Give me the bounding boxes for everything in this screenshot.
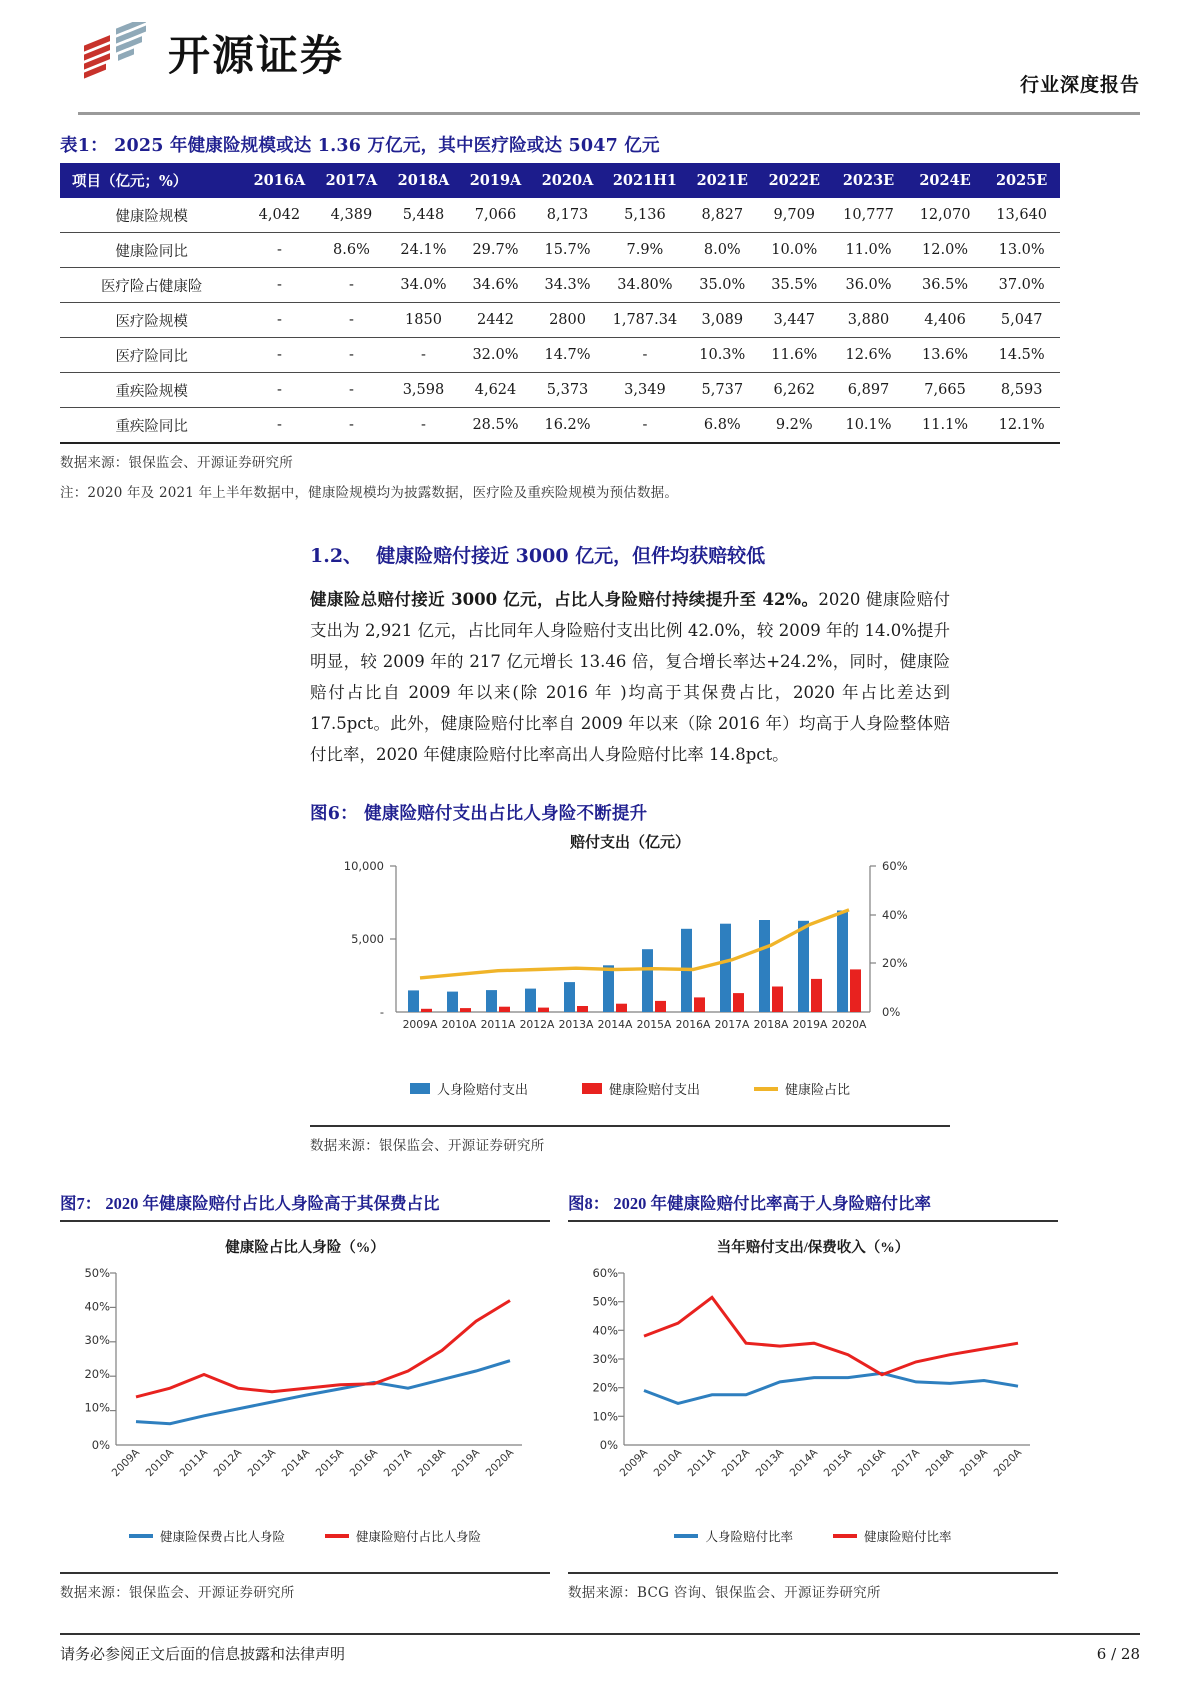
row-label: 健康险同比	[60, 233, 243, 268]
section-title: 健康险赔付接近 3000 亿元，但件均获赔较低	[376, 545, 766, 567]
cell: 34.6%	[459, 268, 531, 303]
cell: 36.0%	[830, 268, 907, 303]
legend-label: 健康险赔付比率	[864, 1530, 952, 1544]
table-row	[60, 303, 1060, 338]
svg-text:2009A: 2009A	[109, 1446, 143, 1480]
table-row	[60, 408, 1060, 444]
cell: 13.0%	[983, 233, 1060, 268]
table1-note: 注：2020 年及 2021 年上半年数据中，健康险规模均为披露数据，医疗险及重疾险规模为预估数据。	[60, 485, 679, 501]
cell: 2800	[532, 303, 604, 338]
line-health-share	[420, 910, 849, 978]
cell: 6,262	[758, 373, 830, 408]
cell: -	[243, 233, 315, 268]
cell: 10,777	[830, 198, 907, 233]
svg-text:2013A: 2013A	[245, 1446, 279, 1480]
svg-text:2010A: 2010A	[441, 1018, 477, 1031]
header-divider	[78, 112, 1140, 115]
svg-text:50%: 50%	[592, 1294, 618, 1309]
figure7-title: 图7： 2020 年健康险赔付占比人身险高于其保费占比	[60, 1194, 440, 1213]
figure7-legend	[60, 1527, 550, 1545]
col-head-4: 2019A	[459, 163, 531, 198]
cell: -	[604, 338, 687, 373]
table-row	[60, 373, 1060, 408]
cell: -	[604, 408, 687, 444]
cell: 2442	[459, 303, 531, 338]
table-row	[60, 198, 1060, 233]
legend-item	[325, 1527, 481, 1545]
line-health-claim-ratio	[644, 1297, 1018, 1374]
figure8-chart-title: 当年赔付支出/保费收入（%）	[716, 1240, 910, 1256]
svg-text:2016A: 2016A	[347, 1446, 381, 1480]
y-tick-right: 60%	[882, 859, 908, 873]
figure8-chart	[568, 1236, 1058, 1566]
cell: 24.1%	[387, 233, 459, 268]
cell: 3,089	[686, 303, 758, 338]
row-label: 重疾险同比	[60, 408, 243, 444]
figures-7-8-row	[60, 1190, 1140, 1601]
y-tick-left: -	[379, 1005, 384, 1019]
cell: 9,709	[758, 198, 830, 233]
svg-text:20%: 20%	[84, 1366, 110, 1381]
row-label: 重疾险规模	[60, 373, 243, 408]
line-life-claim-ratio	[644, 1373, 1018, 1403]
cell: 35.0%	[686, 268, 758, 303]
figure8-source: 数据来源：BCG 咨询、银保监会、开源证券研究所	[568, 1572, 1058, 1601]
table1-title: 表1： 2025 年健康险规模或达 1.36 万亿元，其中医疗险或达 5047 亿元	[60, 136, 660, 156]
cell: -	[243, 338, 315, 373]
svg-text:30%: 30%	[592, 1352, 618, 1366]
col-head-6: 2021H1	[604, 163, 687, 198]
cell: -	[315, 373, 387, 408]
cell: 3,880	[830, 303, 907, 338]
svg-text:2014A: 2014A	[597, 1018, 633, 1031]
footer-page-number: 6 / 28	[1096, 1644, 1140, 1663]
y-axis-ticks	[84, 1266, 110, 1452]
svg-text:2020A: 2020A	[831, 1018, 867, 1031]
svg-text:2012A: 2012A	[519, 1018, 555, 1031]
brand	[78, 22, 344, 84]
x-axis-labels	[403, 1018, 867, 1031]
cell: 12.0%	[907, 233, 984, 268]
cell: 13.6%	[907, 338, 984, 373]
cell: 15.7%	[532, 233, 604, 268]
cell: 12.1%	[983, 408, 1060, 444]
legend-label: 健康险赔付支出	[608, 1083, 700, 1098]
svg-text:2011A: 2011A	[177, 1446, 211, 1480]
paragraph-lead: 健康险总赔付接近 3000 亿元，占比人身险赔付持续提升至 42%。	[310, 590, 819, 609]
paragraph-body: 2020 健康险赔付支出为 2,921 亿元，占比同年人身险赔付支出比例 42.0%，较 2009 年的 14.0%提升明显，较 2009 年的 217 亿元增长 13.46 倍，复合增长率达+24.2%，同时，健康险赔付占比自 2009 年以来(除 2016 年 )均高于其保费占比，2020 年占比差达到 17.5pct。此外，健康险赔付比率自 2009 年以来（除 2016 年）均高于人身险整体赔付比率，2020 年健康险赔付比率高出人身险赔付比率 14.8pct。	[310, 590, 950, 764]
svg-text:2017A: 2017A	[381, 1446, 415, 1480]
svg-text:60%: 60%	[592, 1266, 618, 1280]
cell: 7,066	[459, 198, 531, 233]
svg-text:2014A: 2014A	[787, 1446, 821, 1480]
cell: 7,665	[907, 373, 984, 408]
svg-text:2010A: 2010A	[651, 1446, 685, 1480]
cell: 12.6%	[830, 338, 907, 373]
cell: -	[315, 338, 387, 373]
svg-text:50%: 50%	[84, 1266, 110, 1280]
legend-item	[410, 1079, 528, 1098]
svg-text:2020A: 2020A	[483, 1446, 517, 1480]
table1-body	[60, 198, 1060, 443]
svg-text:0%: 0%	[91, 1438, 110, 1452]
figure6-title: 图6： 健康险赔付支出占比人身险不断提升	[310, 804, 648, 824]
col-head-9: 2023E	[830, 163, 907, 198]
cell: 11.0%	[830, 233, 907, 268]
cell: 10.3%	[686, 338, 758, 373]
section-number: 1.2、	[310, 545, 363, 567]
svg-text:2018A: 2018A	[753, 1018, 789, 1031]
legend-line-icon	[129, 1534, 153, 1538]
svg-text:10%: 10%	[592, 1409, 618, 1424]
cell: -	[243, 303, 315, 338]
legend-item	[582, 1079, 700, 1098]
cell: 35.5%	[758, 268, 830, 303]
table1-block	[60, 132, 1140, 501]
cell: 3,447	[758, 303, 830, 338]
cell: -	[243, 408, 315, 444]
col-head-10: 2024E	[907, 163, 984, 198]
svg-text:2010A: 2010A	[143, 1446, 177, 1480]
cell: 8.6%	[315, 233, 387, 268]
cell: 11.6%	[758, 338, 830, 373]
cell: -	[315, 408, 387, 444]
cell: 7.9%	[604, 233, 687, 268]
page-header	[0, 0, 1200, 118]
svg-text:2015A: 2015A	[636, 1018, 672, 1031]
figure6-source: 数据来源：银保监会、开源证券研究所	[310, 1125, 950, 1154]
cell: -	[243, 268, 315, 303]
y-tick-left: 5,000	[351, 932, 384, 946]
cell: 10.0%	[758, 233, 830, 268]
table-row	[60, 268, 1060, 303]
svg-text:2016A: 2016A	[855, 1446, 889, 1480]
svg-text:2011A: 2011A	[685, 1446, 719, 1480]
svg-text:2015A: 2015A	[821, 1446, 855, 1480]
svg-text:2013A: 2013A	[753, 1446, 787, 1480]
svg-text:2009A: 2009A	[402, 1018, 438, 1031]
svg-text:30%: 30%	[84, 1333, 110, 1348]
figure7-chart	[60, 1236, 550, 1566]
svg-text:2013A: 2013A	[558, 1018, 594, 1031]
cell: 4,624	[459, 373, 531, 408]
legend-line-icon	[674, 1534, 698, 1538]
cell: 1,787.34	[604, 303, 687, 338]
svg-text:2015A: 2015A	[313, 1446, 347, 1480]
cell: 32.0%	[459, 338, 531, 373]
page-footer	[60, 1633, 1140, 1664]
y-tick-right: 40%	[882, 908, 908, 922]
cell: 36.5%	[907, 268, 984, 303]
cell: 6.8%	[686, 408, 758, 444]
section-paragraph	[310, 584, 950, 770]
legend-item	[129, 1527, 285, 1545]
legend-label: 健康险保费占比人身险	[159, 1530, 285, 1544]
cell: 5,047	[983, 303, 1060, 338]
figure7-block	[60, 1190, 550, 1601]
x-axis-labels	[110, 1446, 517, 1479]
cell: 4,406	[907, 303, 984, 338]
col-head-7: 2021E	[686, 163, 758, 198]
figure7-divider	[60, 1220, 550, 1222]
col-head-11: 2025E	[983, 163, 1060, 198]
cell: 34.0%	[387, 268, 459, 303]
svg-text:2012A: 2012A	[719, 1446, 753, 1480]
cell: 1850	[387, 303, 459, 338]
cell: 6,897	[830, 373, 907, 408]
legend-item	[833, 1527, 952, 1545]
svg-text:2020A: 2020A	[991, 1446, 1025, 1480]
brand-name: 开源证券	[168, 31, 345, 80]
cell: 3,349	[604, 373, 687, 408]
svg-text:10%: 10%	[84, 1400, 110, 1415]
legend-item	[674, 1527, 793, 1545]
cell: 4,042	[243, 198, 315, 233]
cell: 8,173	[532, 198, 604, 233]
svg-text:2019A: 2019A	[792, 1018, 828, 1031]
figure6-legend	[310, 1079, 950, 1098]
figure6-chart	[310, 831, 950, 1111]
row-label: 健康险规模	[60, 198, 243, 233]
table-row	[60, 233, 1060, 268]
legend-item	[754, 1079, 850, 1098]
legend-swatch-icon	[410, 1083, 430, 1094]
cell: 9.2%	[758, 408, 830, 444]
svg-text:2019A: 2019A	[957, 1446, 991, 1480]
legend-line-icon	[754, 1087, 778, 1091]
figure7-svg	[60, 1257, 550, 1512]
col-head-5: 2020A	[532, 163, 604, 198]
figure8-divider	[568, 1220, 1058, 1222]
cell: 12,070	[907, 198, 984, 233]
svg-text:2014A: 2014A	[279, 1446, 313, 1480]
svg-text:2016A: 2016A	[675, 1018, 711, 1031]
row-label: 医疗险同比	[60, 338, 243, 373]
footer-disclaimer: 请务必参阅正文后面的信息披露和法律声明	[60, 1645, 346, 1663]
cell: 8,827	[686, 198, 758, 233]
svg-text:2018A: 2018A	[415, 1446, 449, 1480]
cell: 3,598	[387, 373, 459, 408]
legend-line-icon	[833, 1534, 857, 1538]
legend-line-icon	[325, 1534, 349, 1538]
cell: 8,593	[983, 373, 1060, 408]
cell: 37.0%	[983, 268, 1060, 303]
svg-text:40%: 40%	[592, 1323, 618, 1338]
line-health-claim-share	[136, 1301, 510, 1397]
cell: -	[315, 303, 387, 338]
col-head-2: 2017A	[315, 163, 387, 198]
svg-text:20%: 20%	[592, 1380, 618, 1395]
cell: 14.7%	[532, 338, 604, 373]
legend-label: 健康险占比	[785, 1083, 851, 1098]
cell: 34.80%	[604, 268, 687, 303]
figure6-block	[310, 800, 950, 1154]
cell: 29.7%	[459, 233, 531, 268]
figure8-block	[568, 1190, 1058, 1601]
figure8-svg	[568, 1257, 1058, 1512]
svg-text:2017A: 2017A	[714, 1018, 750, 1031]
legend-label: 健康险赔付占比人身险	[356, 1530, 482, 1544]
svg-text:2019A: 2019A	[449, 1446, 483, 1480]
svg-text:2017A: 2017A	[889, 1446, 923, 1480]
y-tick-right: 20%	[882, 956, 908, 970]
cell: 13,640	[983, 198, 1060, 233]
cell: 28.5%	[459, 408, 531, 444]
figure8-title: 图8： 2020 年健康险赔付比率高于人身险赔付比率	[568, 1194, 931, 1213]
cell: 14.5%	[983, 338, 1060, 373]
svg-text:2009A: 2009A	[617, 1446, 651, 1480]
cell: 5,373	[532, 373, 604, 408]
legend-label: 人身险赔付比率	[705, 1530, 793, 1544]
cell: 5,448	[387, 198, 459, 233]
figure8-legend	[568, 1527, 1058, 1545]
cell: -	[387, 408, 459, 444]
cell: 10.1%	[830, 408, 907, 444]
y-tick-left: 10,000	[343, 859, 384, 873]
col-head-0: 项目（亿元；%）	[60, 163, 243, 198]
cell: -	[243, 373, 315, 408]
cell: 4,389	[315, 198, 387, 233]
cell: 34.3%	[532, 268, 604, 303]
section-heading	[310, 541, 1140, 568]
figure6-chart-title: 赔付支出（亿元）	[569, 833, 690, 851]
kaiyuan-logo-icon	[78, 22, 154, 84]
cell: -	[387, 338, 459, 373]
svg-text:40%: 40%	[84, 1299, 110, 1314]
cell: 8.0%	[686, 233, 758, 268]
cell: -	[315, 268, 387, 303]
cell: 5,136	[604, 198, 687, 233]
table1	[60, 163, 1060, 444]
table-row	[60, 338, 1060, 373]
figure6-svg	[310, 852, 950, 1062]
cell: 16.2%	[532, 408, 604, 444]
col-head-1: 2016A	[243, 163, 315, 198]
report-type: 行业深度报告	[1019, 74, 1140, 96]
legend-label: 人身险赔付支出	[436, 1083, 528, 1098]
legend-swatch-icon	[582, 1083, 602, 1094]
figure7-source: 数据来源：银保监会、开源证券研究所	[60, 1572, 550, 1601]
svg-text:2011A: 2011A	[480, 1018, 516, 1031]
y-tick-right: 0%	[882, 1005, 901, 1019]
cell: 11.1%	[907, 408, 984, 444]
col-head-8: 2022E	[758, 163, 830, 198]
table-header-row	[60, 163, 1060, 198]
svg-text:0%: 0%	[599, 1438, 618, 1452]
svg-text:2012A: 2012A	[211, 1446, 245, 1480]
row-label: 医疗险规模	[60, 303, 243, 338]
line-health-premium-share	[136, 1361, 510, 1424]
table1-source: 数据来源：银保监会、开源证券研究所	[60, 455, 293, 471]
col-head-3: 2018A	[387, 163, 459, 198]
x-axis-labels	[618, 1446, 1025, 1479]
svg-text:2018A: 2018A	[923, 1446, 957, 1480]
figure7-chart-title: 健康险占比人身险（%）	[225, 1240, 385, 1256]
row-label: 医疗险占健康险	[60, 268, 243, 303]
y-axis-ticks	[592, 1266, 618, 1452]
cell: 5,737	[686, 373, 758, 408]
